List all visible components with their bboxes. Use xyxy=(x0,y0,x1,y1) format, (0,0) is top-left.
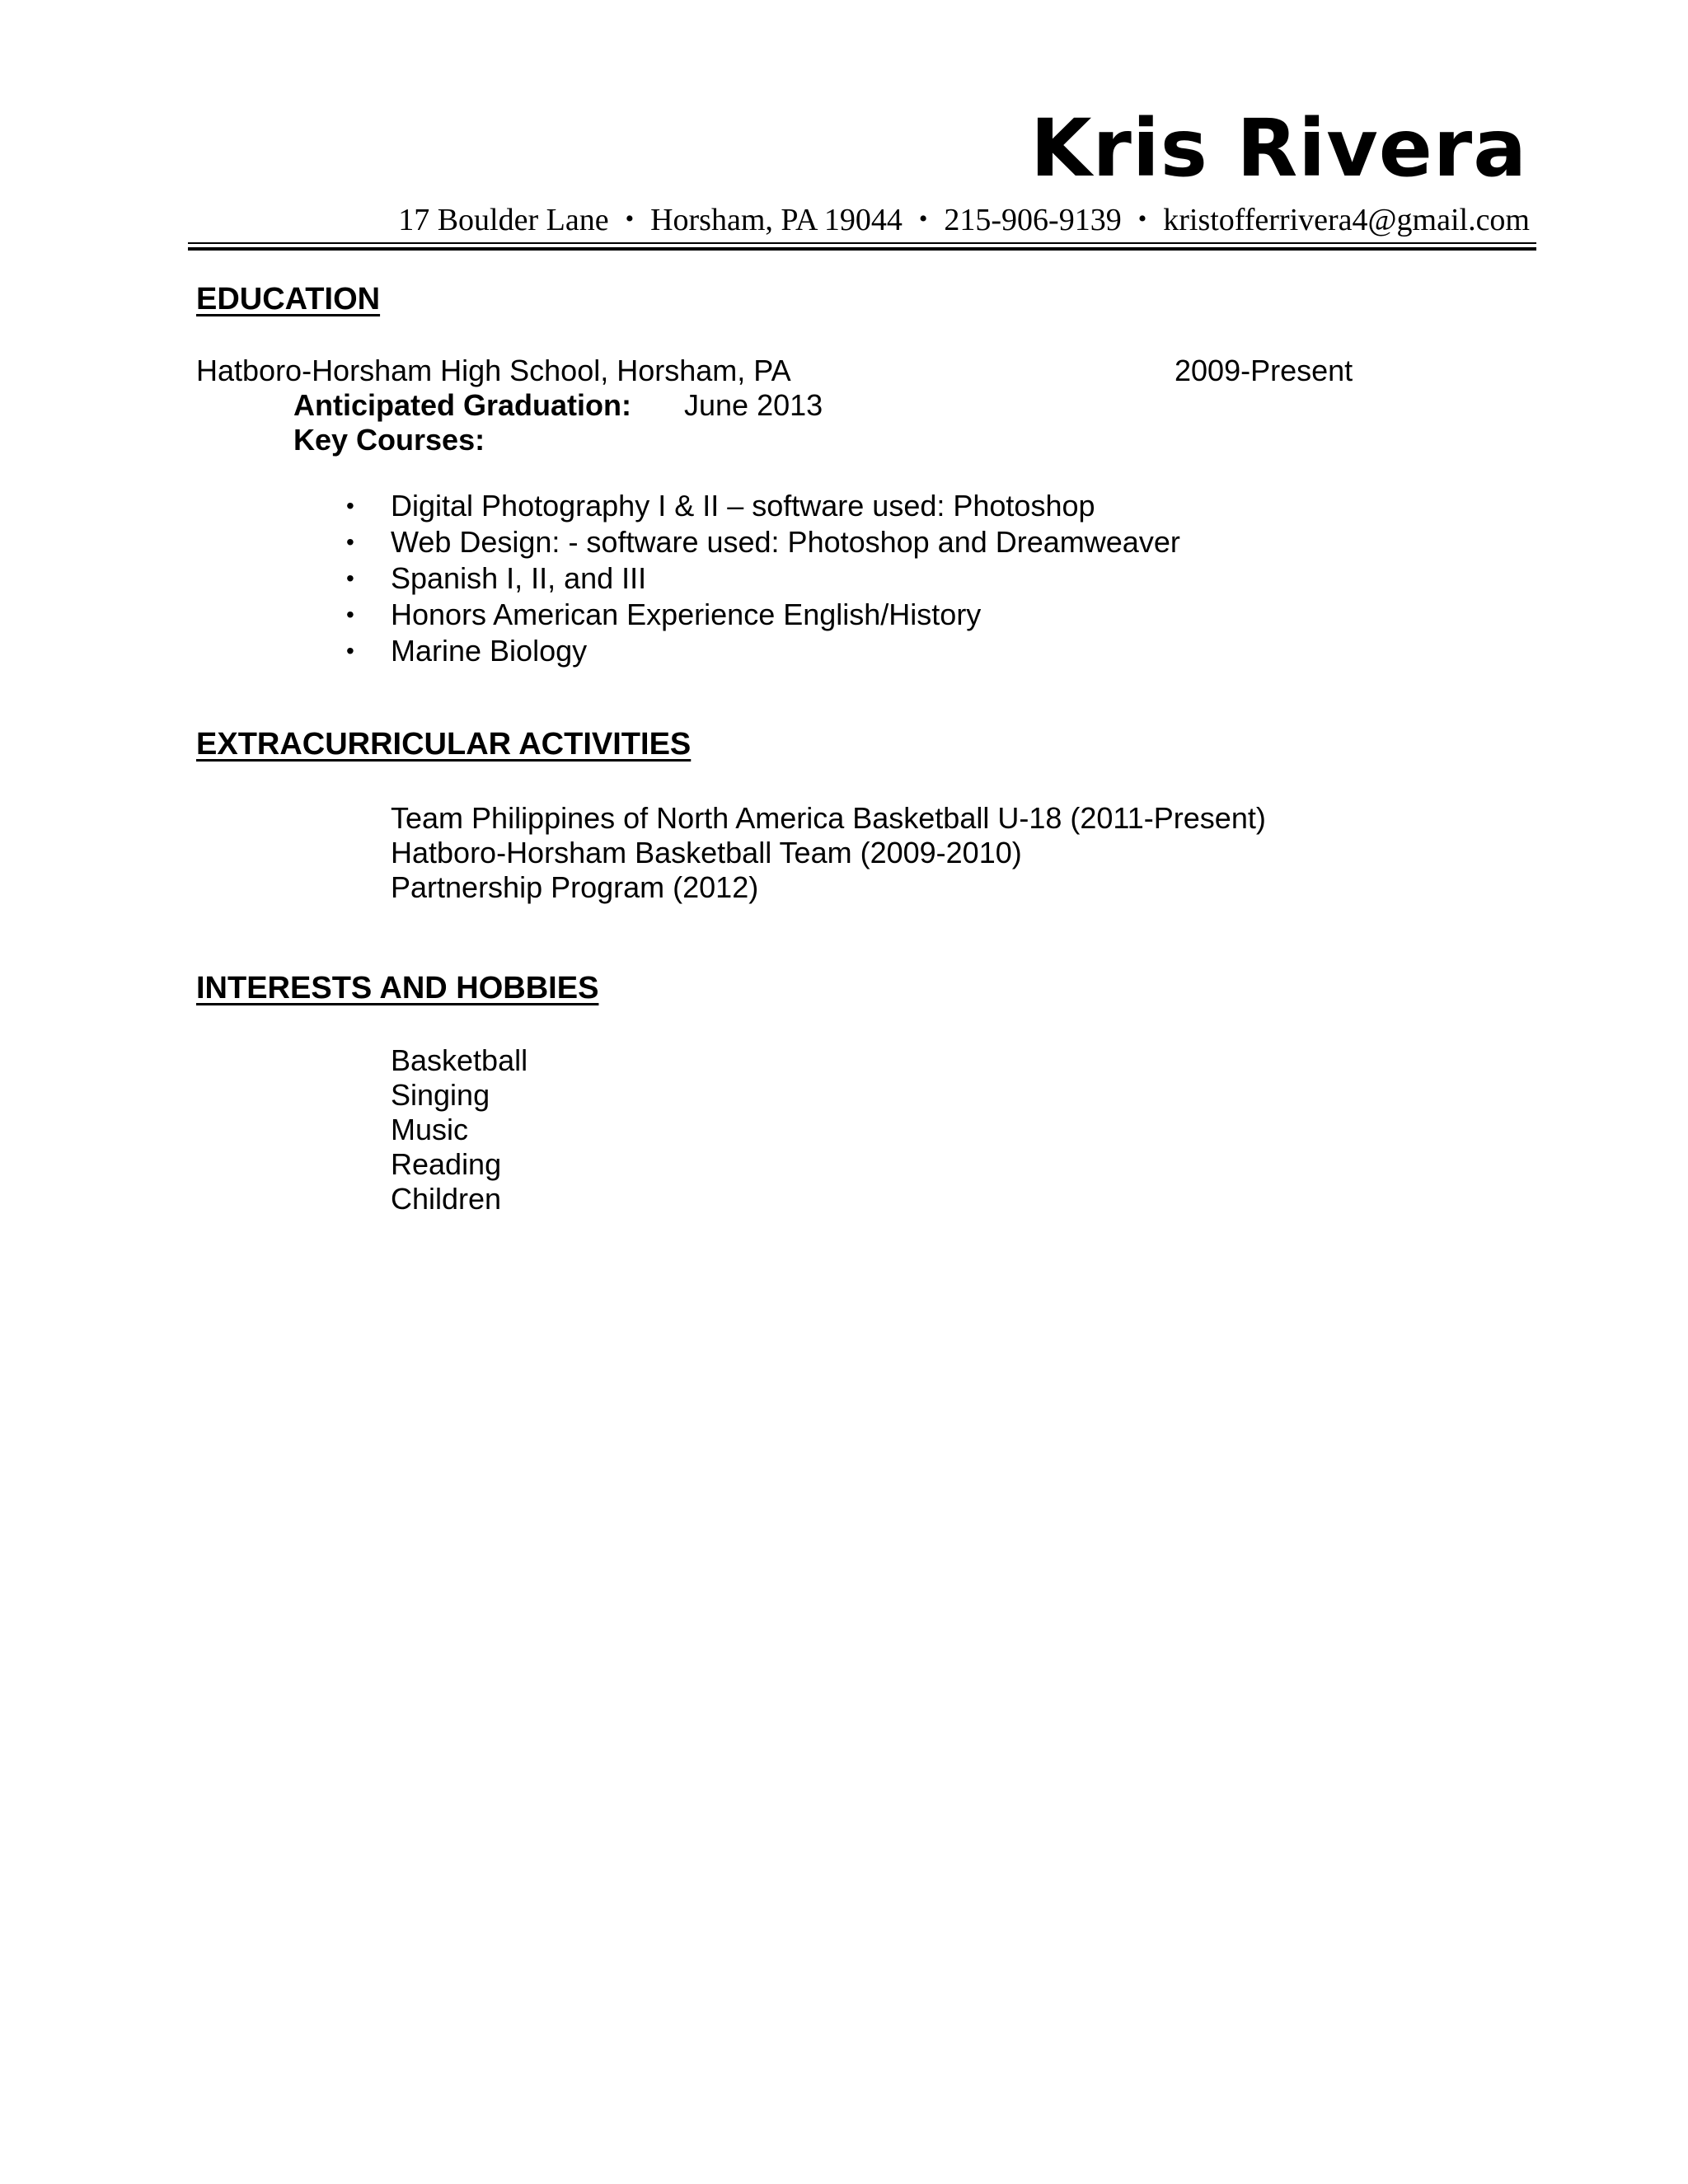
courses-list xyxy=(346,488,1180,669)
list-item: Team Philippines of North America Basketball U-18 (2011-Present) xyxy=(391,801,1266,835)
bullet-icon: • xyxy=(346,529,354,555)
header-divider-thick xyxy=(188,247,1536,251)
extracurricular-list xyxy=(391,801,1266,905)
contact-separator: • xyxy=(1137,205,1147,232)
list-item: Partnership Program (2012) xyxy=(391,870,759,904)
course-text: Digital Photography I & II – software used: Photoshop xyxy=(391,489,1095,523)
course-text: Spanish I, II, and III xyxy=(391,561,647,595)
list-item xyxy=(346,524,1180,560)
list-item: Hatboro-Horsham Basketball Team (2009-2010) xyxy=(391,836,1022,869)
bullet-icon: • xyxy=(346,602,354,627)
list-item xyxy=(346,633,1180,669)
course-text: Marine Biology xyxy=(391,634,588,668)
list-item: Basketball xyxy=(391,1043,528,1077)
contact-email: kristofferrivera4@gmail.com xyxy=(1163,203,1530,237)
list-item: Reading xyxy=(391,1147,502,1181)
extracurricular-heading: EXTRACURRICULAR ACTIVITIES xyxy=(196,727,692,762)
list-item: Children xyxy=(391,1182,502,1216)
interests-list xyxy=(391,1043,528,1216)
education-heading: EDUCATION xyxy=(196,282,381,316)
list-item xyxy=(346,488,1180,524)
contact-address: 17 Boulder Lane xyxy=(398,203,609,237)
graduation-label: Anticipated Graduation: xyxy=(293,388,632,422)
bullet-icon: • xyxy=(346,638,354,663)
list-item xyxy=(346,560,1180,597)
contact-city: Horsham, PA 19044 xyxy=(650,203,903,237)
school-name: Hatboro-Horsham High School, Horsham, PA xyxy=(196,354,791,387)
bullet-icon: • xyxy=(346,493,354,518)
courses-label: Key Courses: xyxy=(293,423,485,457)
list-item: Music xyxy=(391,1113,469,1146)
list-item: Singing xyxy=(391,1078,490,1112)
graduation-value: June 2013 xyxy=(684,388,823,422)
course-text: Web Design: - software used: Photoshop and Dreamweaver xyxy=(391,525,1180,559)
contact-line xyxy=(398,204,1530,236)
contact-separator: • xyxy=(625,205,635,232)
contact-separator: • xyxy=(918,205,928,232)
resume-name: Kris Rivera xyxy=(1030,102,1527,194)
bullet-icon: • xyxy=(346,565,354,591)
contact-phone: 215-906-9139 xyxy=(944,203,1122,237)
school-dates: 2009-Present xyxy=(1175,354,1353,387)
course-text: Honors American Experience English/History xyxy=(391,598,982,631)
header-divider-thin xyxy=(188,242,1536,244)
interests-heading: INTERESTS AND HOBBIES xyxy=(196,971,599,1005)
list-item xyxy=(346,597,1180,633)
